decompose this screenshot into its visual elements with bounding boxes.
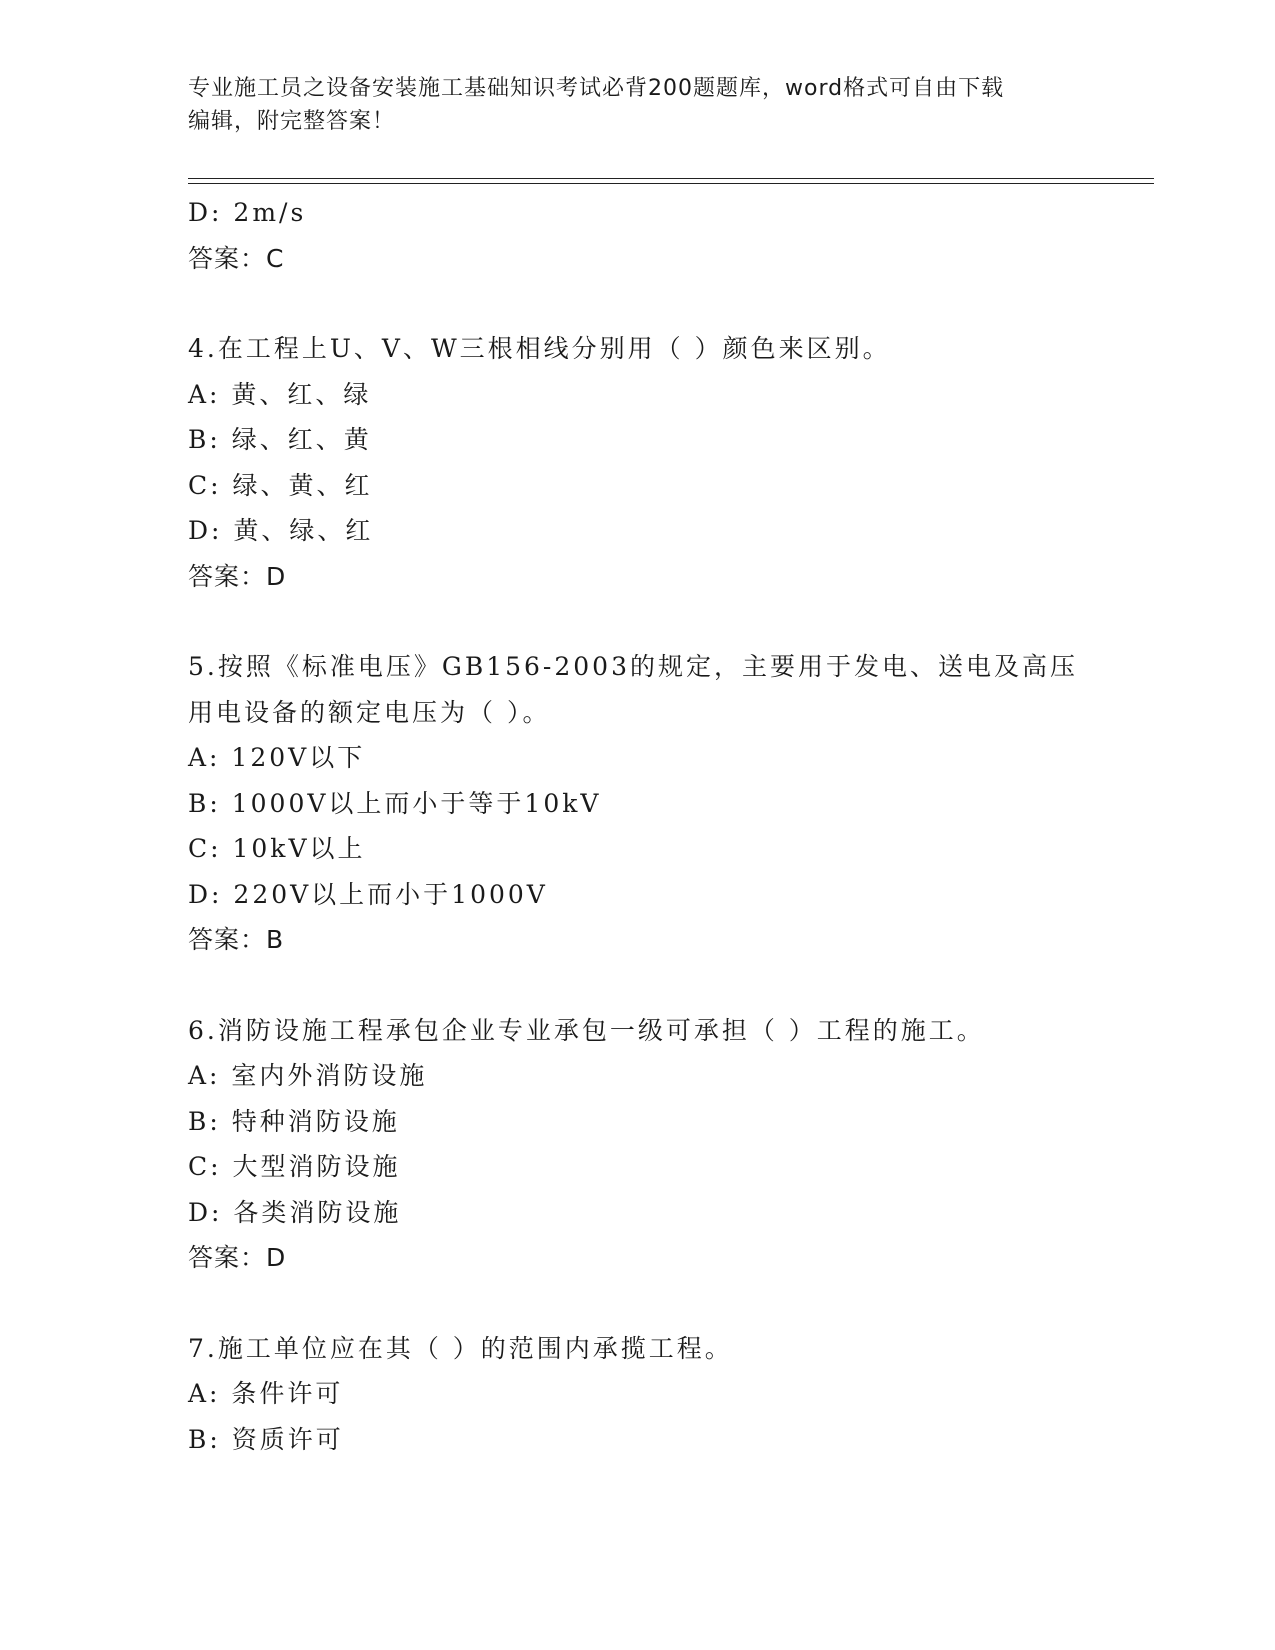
question-stem: 4.在工程上U、V、W三根相线分别用（ ）颜色来区别。 (188, 334, 891, 363)
answer-line: 答案：B (188, 925, 285, 954)
question-stem-line-2: 用电设备的额定电压为（ ）。 (188, 697, 551, 727)
option-d: D: 220V以上而小于1000V (188, 879, 548, 909)
option-a: A: 条件许可 (188, 1379, 344, 1408)
header-divider-bottom (188, 183, 1154, 184)
option-b: B: 资质许可 (188, 1424, 344, 1454)
option-d: D: 2m/s (188, 198, 307, 227)
question-block-3-tail (188, 190, 1088, 281)
option-b: B: 1000V以上而小于等于10kV (188, 788, 602, 818)
question-list (188, 190, 1088, 1462)
header-title-line-1: 专业施工员之设备安装施工基础知识考试必背200题题库，word格式可自由下载 (188, 76, 1005, 101)
option-a: A: 室内外消防设施 (188, 1061, 428, 1090)
option-a: A: 120V以下 (188, 743, 366, 772)
option-b: B: 特种消防设施 (188, 1106, 400, 1136)
answer-line: 答案：C (188, 243, 285, 273)
question-block-5 (188, 644, 1088, 963)
header-title-line-2: 编辑，附完整答案！ (188, 109, 396, 134)
option-d: D: 各类消防设施 (188, 1197, 402, 1227)
answer-line: 答案：D (188, 561, 287, 591)
option-b: B: 绿、红、黄 (188, 425, 372, 454)
document-header (188, 72, 1088, 138)
question-stem-line-1: 5.按照《标准电压》GB156-2003的规定，主要用于发电、送电及高压 (188, 652, 1078, 681)
option-d: D: 黄、绿、红 (188, 516, 374, 545)
question-block-4 (188, 326, 1088, 599)
answer-line: 答案：D (188, 1243, 287, 1272)
option-c: C: 大型消防设施 (188, 1152, 401, 1181)
question-block-7 (188, 1326, 1088, 1463)
option-c: C: 绿、黄、红 (188, 470, 373, 500)
header-divider-top (188, 178, 1154, 179)
option-c: C: 10kV以上 (188, 834, 366, 863)
question-stem: 7.施工单位应在其（ ）的范围内承揽工程。 (188, 1333, 733, 1363)
question-block-6 (188, 1008, 1088, 1281)
option-a: A: 黄、红、绿 (188, 379, 372, 409)
question-stem: 6.消防设施工程承包企业专业承包一级可承担（ ）工程的施工。 (188, 1015, 985, 1045)
